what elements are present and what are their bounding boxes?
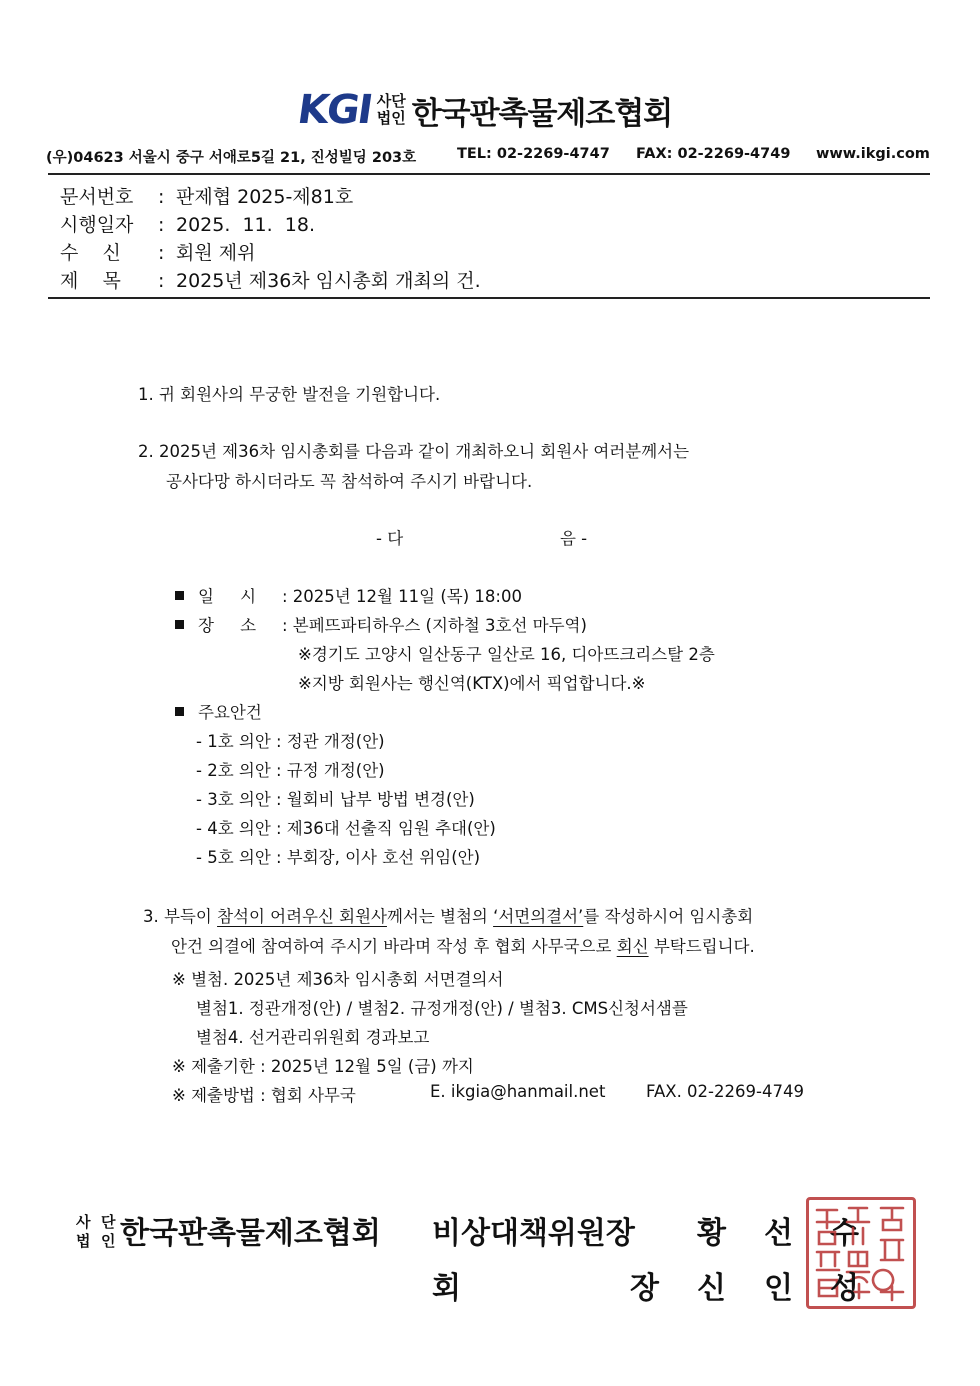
below-heading-left: - 다 [376, 529, 404, 548]
footer-corp-sa-beop [76, 1213, 91, 1251]
footer-name-2: 성 [830, 1271, 859, 1306]
date-value: 2025. 11. 18. [176, 214, 315, 236]
agenda-row [175, 699, 262, 723]
doc-no-label: 문서번호 [60, 186, 134, 208]
note-attach-line-2: 별첨1. 정관개정(안) / 별첨2. 규정개정(안) / 별첨3. CMS신청서샘플 [196, 999, 688, 1018]
p3-underline-1: 참석이 어려우신 회원사 [217, 907, 387, 926]
p3-suffix: 를 작성하시어 임시총회 [583, 907, 754, 926]
logo-org-name: 한국판촉물제조협회 [411, 95, 673, 132]
to-label: 수 신 [60, 242, 121, 264]
agenda-item: - 4호 의안 : 제36대 선출직 임원 추대(안) [196, 819, 496, 838]
datetime-row [175, 583, 522, 607]
square-bullet-icon [175, 591, 184, 600]
meta-date: 시행일자 : 2025. 11. 18. [60, 210, 315, 237]
footer-name-1b: 선 [764, 1216, 793, 1251]
official-seal-stamp [806, 1197, 916, 1309]
p3-line2-suffix: 부탁드립니다. [648, 937, 755, 956]
meta-doc-no: 문서번호 : 판제협 2025-제81호 [60, 182, 353, 209]
paragraph-1: 1. 귀 회원사의 무궁한 발전을 기원합니다. [138, 385, 441, 404]
agenda-label: 주요안건 [198, 703, 262, 722]
doc-no: 판제협 2025-제81호 [176, 186, 354, 208]
meta-subject: 제 목 : 2025년 제36차 임시총회 개최의 건. [60, 266, 481, 293]
corp-in: 인 [101, 1232, 116, 1250]
p3-underline-3: 회신 [616, 937, 649, 956]
p3-mid: 께서는 별첨의 [386, 907, 494, 926]
footer-title-2a: 회 [432, 1271, 461, 1306]
org-logo [294, 87, 673, 133]
footer-corp-dan-in [101, 1213, 116, 1251]
note-attach-line-3: 별첨4. 선거관리위원회 경과보고 [196, 1028, 430, 1047]
paragraph-2-line-2: 공사다망 하시더라도 꼭 참석하여 주시기 바랍니다. [166, 472, 533, 491]
website-link[interactable]: www.ikgi.com [816, 146, 930, 162]
logo-corp-label [377, 93, 406, 127]
note-method: ※ 제출방법 : 협회 사무국 [172, 1086, 356, 1105]
datetime-value: : 2025년 12월 11일 (목) 18:00 [282, 587, 522, 606]
footer-seal-b: 인 [764, 1271, 793, 1306]
subject-value: 2025년 제36차 임시총회 개최의 건. [176, 270, 481, 292]
corp-dan: 단 [101, 1213, 116, 1231]
footer-org-name: 한국판촉물제조협회 [120, 1216, 381, 1251]
tel: TEL: 02-2269-4747 [457, 146, 610, 162]
square-bullet-icon [175, 707, 184, 716]
corp-sa: 사 [76, 1213, 91, 1231]
p3-prefix: 3. 부득이 [143, 907, 218, 926]
agenda-item: - 2호 의안 : 규정 개정(안) [196, 761, 385, 780]
p3-line2-prefix: 안건 의결에 참여하여 주시기 바라며 작성 후 협회 사무국으로 [171, 937, 617, 956]
place-label: 장 소 [198, 616, 257, 635]
subject-label: 제 목 [60, 270, 121, 292]
place-note-1: ※경기도 고양시 일산동구 일산로 16, 디아뜨크리스탈 2층 [298, 645, 715, 664]
note-fax: FAX. 02-2269-4749 [646, 1082, 804, 1101]
note-attach: ※ 별첨. 2025년 제36차 임시총회 서면결의서 [172, 970, 504, 989]
footer-title-1: 비상대책위원장 [432, 1216, 635, 1251]
header-rule-bottom [48, 297, 930, 299]
corp-beop: 법 [76, 1232, 91, 1250]
paragraph-3-line-1 [143, 903, 753, 927]
square-bullet-icon [175, 620, 184, 629]
place-note-2: ※지방 회원사는 행신역(KTX)에서 픽업합니다.※ [298, 674, 646, 693]
p3-underline-2: ‘서면의결서’ [493, 907, 584, 926]
agenda-item: - 1호 의안 : 정관 개정(안) [196, 732, 385, 751]
date-label: 시행일자 [60, 214, 134, 236]
fax: FAX: 02-2269-4749 [636, 146, 791, 162]
paragraph-2-line-1: 2. 2025년 제36차 임시총회를 다음과 같이 개최하오니 회원사 여러분께서는 [138, 442, 690, 461]
logo-mark: KGI [294, 87, 374, 133]
meta-to: 수 신 : 회원 제위 [60, 238, 255, 265]
logo-corp-top: 사단 [376, 92, 406, 110]
place-row [175, 612, 587, 636]
footer-name-1a: 황 [697, 1216, 726, 1251]
to-value: 회원 제위 [176, 242, 256, 264]
footer-name-1c: 수 [830, 1216, 859, 1251]
header-rule-top [48, 173, 930, 175]
footer-seal-a: 신 [697, 1271, 726, 1306]
agenda-item: - 5호 의안 : 부회장, 이사 호선 위임(안) [196, 848, 481, 867]
note-deadline: ※ 제출기한 : 2025년 12월 5일 (금) 까지 [172, 1057, 474, 1076]
contact-line [46, 146, 416, 167]
footer-title-2b: 장 [630, 1271, 659, 1306]
address: (우)04623 서울시 중구 서애로5길 21, 진성빌딩 203호 [46, 150, 417, 166]
agenda-item: - 3호 의안 : 월회비 납부 방법 변경(안) [196, 790, 475, 809]
below-heading-right: 음 - [560, 529, 588, 548]
note-email[interactable]: E. ikgia@hanmail.net [430, 1082, 606, 1101]
datetime-label: 일 시 [198, 587, 257, 606]
logo-corp-bottom: 법인 [376, 109, 406, 127]
place-value: : 본페뜨파티하우스 (지하철 3호선 마두역) [282, 616, 587, 635]
paragraph-3-line-2 [171, 933, 755, 957]
